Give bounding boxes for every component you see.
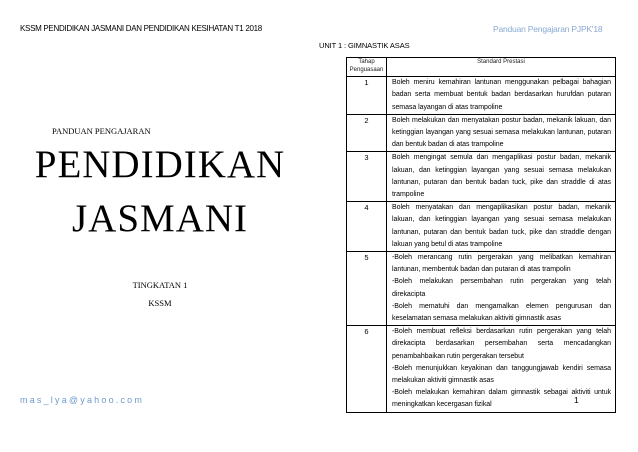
guide-label: PANDUAN PENGAJARAN: [52, 126, 151, 136]
document-header-subtitle: Panduan Pengajaran PJPK'18: [493, 24, 603, 34]
header-level: Tahap Penguasaan: [347, 58, 387, 77]
standard-line: -Boleh melakukan kemahiran dalam gimnastik sebagai aktiviti untuk meningkatkan kecergasan fizikal: [392, 389, 611, 409]
header-standard: Standard Prestasi: [387, 58, 616, 77]
level-cell: 2: [347, 114, 387, 152]
table-body: [347, 77, 616, 412]
standard-line: Boleh melakukan dan menyatakan postur badan, mekanik lakuan, dan ketinggian layangan yang sesuai semasa melakukan lantunan, putaran dan bentuk badan di atas trampoline: [392, 116, 611, 149]
standard-line: -Boleh mematuhi dan mengamalkan elemen pengurusan dan keselamatan semasa melakukan aktiviti gimnastik asas: [392, 302, 611, 323]
standard-cell: [387, 326, 616, 412]
level-cell: 3: [347, 152, 387, 202]
standard-line: -Boleh melakukan persembahan rutin pergerakan yang telah direkacipta: [392, 278, 611, 298]
curriculum-label: KSSM: [148, 298, 172, 308]
standard-cell: [387, 252, 616, 326]
performance-standard-table: [346, 57, 616, 413]
standard-cell: [387, 202, 616, 252]
standard-line: -Boleh menunjukkan keyakinan dan tanggungjawab kendiri semasa melakukan aktiviti gimnastik asas: [392, 364, 611, 385]
level-cell: 6: [347, 326, 387, 412]
table-header-row: [347, 58, 616, 77]
form-level: TINGKATAN 1: [132, 280, 188, 290]
table-row: [347, 252, 616, 326]
document-header-title: KSSM PENDIDIKAN JASMANI DAN PENDIDIKAN KESIHATAN T1 2018: [20, 24, 262, 33]
standard-cell: [387, 152, 616, 202]
level-cell: 5: [347, 252, 387, 326]
author-email-link[interactable]: mas_lya@yahoo.com: [20, 395, 145, 405]
page-number: 1: [574, 395, 579, 405]
table-row: [347, 202, 616, 252]
table-row: [347, 77, 616, 115]
standard-line: Boleh meniru kemahiran lantunan menggunakan pelbagai bahagian badan serta membuat bentuk badan berdasarkan hurufdan putaran semasa layangan di atas trampoline: [392, 79, 611, 111]
table-row: [347, 152, 616, 202]
standard-line: Boleh menyatakan dan mengaplikasikan postur badan, mekanik lakuan, dan ketinggian layangan yang sesuai semasa melakukan lantunan, putaran dan bentuk badan tuck, pike dan straddle dengan lakuan yang betul di atas trampoline: [392, 204, 611, 248]
table-row: [347, 114, 616, 152]
level-cell: 4: [347, 202, 387, 252]
cover-title-line1: PENDIDIKAN: [34, 143, 286, 186]
standard-cell: [387, 114, 616, 152]
standard-cell: [387, 77, 616, 115]
level-cell: 1: [347, 77, 387, 115]
cover-title-line2: JASMANI: [71, 197, 249, 240]
unit-title: UNIT 1 : GIMNASTIK ASAS: [319, 41, 410, 50]
standard-line: -Boleh membuat refleksi berdasarkan rutin pergerakan yang telah direkacipta berdasarkan persembahan serta mencadangkan penambahbaikan rutin pergerakan tersebut: [392, 328, 611, 360]
standard-line: Boleh mengingat semula dan mengaplikasi postur badan, mekanik lakuan, dan ketinggian layangan yang sesuai semasa melakukan lantunan, putaran dan bentuk badan tuck, pike dan straddle di atas trampoline: [392, 154, 611, 199]
standard-line: -Boleh merancang rutin pergerakan yang melibatkan kemahiran lantunan, membentuk badan dan putaran di atas trampolin: [392, 254, 611, 274]
